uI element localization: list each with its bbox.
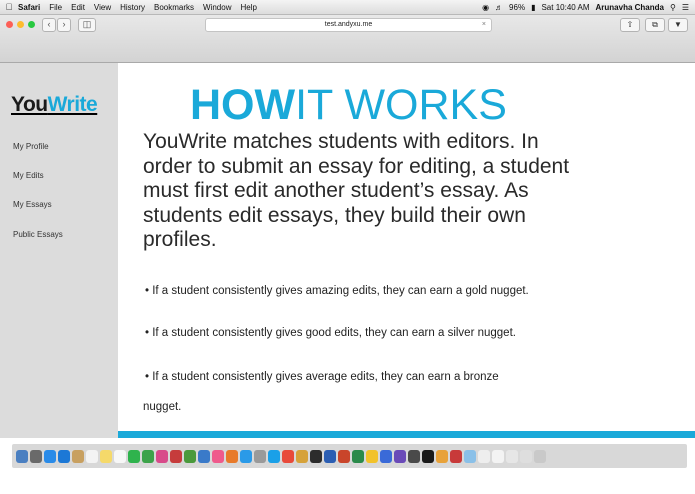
- logo-write: Write: [47, 93, 98, 116]
- app-icon[interactable]: [464, 450, 476, 463]
- stack-icon[interactable]: [520, 450, 532, 463]
- minimize-window-button[interactable]: [17, 21, 24, 28]
- page-title: [190, 83, 507, 127]
- app-icon[interactable]: [450, 450, 462, 463]
- app-icon[interactable]: [422, 450, 434, 463]
- utility-icon[interactable]: [254, 450, 266, 463]
- notes-icon[interactable]: [100, 450, 112, 463]
- app-icon[interactable]: [408, 450, 420, 463]
- web-page: [0, 63, 695, 438]
- stack-icon[interactable]: [506, 450, 518, 463]
- forward-button[interactable]: ›: [57, 18, 71, 32]
- ibooks-icon[interactable]: [226, 450, 238, 463]
- messages-icon[interactable]: [128, 450, 140, 463]
- reminders-icon[interactable]: [114, 450, 126, 463]
- photos-icon[interactable]: [156, 450, 168, 463]
- menu-edit[interactable]: Edit: [71, 2, 85, 12]
- zoom-window-button[interactable]: [28, 21, 35, 28]
- sidebar-item-my-edits[interactable]: My Edits: [13, 171, 44, 180]
- bullet-bronze-continued: nugget.: [143, 401, 182, 413]
- user-name[interactable]: Arunavha Chanda: [595, 2, 664, 12]
- menu-history[interactable]: History: [120, 2, 146, 12]
- app-store-icon[interactable]: [44, 450, 56, 463]
- menu-bookmarks[interactable]: Bookmarks: [154, 2, 195, 12]
- intro-paragraph: YouWrite matches students with editors. In order to submit an essay for editing, a student must first edit another student’s essay. As students edit essays, they build their own profiles.: [143, 130, 570, 251]
- browser-toolbar: [0, 15, 695, 63]
- bullet-silver: • If a student consistently gives good edits, they can earn a silver nugget.: [145, 327, 516, 339]
- app-icon[interactable]: [380, 450, 392, 463]
- menu-app[interactable]: Safari: [18, 2, 41, 12]
- apple-icon[interactable]: [0, 2, 18, 12]
- app-icon[interactable]: [436, 450, 448, 463]
- sidebar-toggle-icon[interactable]: ◫: [78, 18, 96, 32]
- excel-icon[interactable]: [352, 450, 364, 463]
- skype-icon[interactable]: [268, 450, 280, 463]
- facetime-icon[interactable]: [142, 450, 154, 463]
- menu-help[interactable]: Help: [240, 2, 257, 12]
- sidebar-item-public-essays[interactable]: Public Essays: [13, 230, 63, 239]
- calendar-icon[interactable]: [86, 450, 98, 463]
- tabs-overview-icon[interactable]: ⧉: [645, 18, 665, 32]
- sidebar-item-my-essays[interactable]: My Essays: [13, 200, 52, 209]
- wifi-icon[interactable]: ◉: [482, 2, 490, 12]
- site-logo[interactable]: [11, 93, 97, 117]
- documents-stack-icon[interactable]: [492, 450, 504, 463]
- terminal-icon[interactable]: [310, 450, 322, 463]
- share-icon[interactable]: ⇧: [620, 18, 640, 32]
- stop-loading-icon[interactable]: ×: [481, 21, 486, 28]
- close-window-button[interactable]: [6, 21, 13, 28]
- system-preferences-icon[interactable]: [240, 450, 252, 463]
- powerpoint-icon[interactable]: [338, 450, 350, 463]
- word-icon[interactable]: [324, 450, 336, 463]
- sidebar-item-my-profile[interactable]: My Profile: [13, 142, 49, 151]
- battery-icon[interactable]: ▮: [531, 2, 536, 12]
- numbers-icon[interactable]: [184, 450, 196, 463]
- notification-center-icon[interactable]: ☰: [681, 2, 689, 12]
- bullet-gold: • If a student consistently gives amazing edits, they can earn a gold nugget.: [145, 285, 529, 297]
- title-rest: IT WORKS: [295, 81, 507, 129]
- safari-icon[interactable]: [58, 450, 70, 463]
- clock[interactable]: Sat 10:40 AM: [541, 2, 590, 12]
- title-bold: HOW: [190, 81, 296, 129]
- back-button[interactable]: ‹: [42, 18, 56, 32]
- itunes-icon[interactable]: [212, 450, 224, 463]
- logo-you: You: [11, 93, 48, 116]
- sidebar: [0, 63, 118, 438]
- chrome-icon[interactable]: [282, 450, 294, 463]
- battery-percent[interactable]: 96%: [509, 2, 526, 12]
- downloads-icon[interactable]: ▼: [668, 18, 688, 32]
- bullet-bronze: • If a student consistently gives average edits, they can earn a bronze: [145, 371, 499, 383]
- keynote-icon[interactable]: [198, 450, 210, 463]
- url-text: test.andyxu.me: [324, 21, 373, 28]
- dock-shelf: [12, 444, 687, 468]
- spotlight-icon[interactable]: ⚲: [669, 2, 676, 12]
- photo-booth-icon[interactable]: [170, 450, 182, 463]
- address-bar[interactable]: [205, 18, 492, 32]
- contacts-icon[interactable]: [72, 450, 84, 463]
- dock: [0, 438, 695, 494]
- finder-icon[interactable]: [16, 450, 28, 463]
- firefox-icon[interactable]: [296, 450, 308, 463]
- menu-view[interactable]: View: [93, 2, 112, 12]
- app-icon[interactable]: [394, 450, 406, 463]
- menu-file[interactable]: File: [49, 2, 63, 12]
- menu-bar: [0, 0, 695, 15]
- launchpad-icon[interactable]: [30, 450, 42, 463]
- trash-icon[interactable]: [534, 450, 546, 463]
- volume-icon[interactable]: ♬: [495, 2, 504, 12]
- menu-window[interactable]: Window: [203, 2, 232, 12]
- sketch-icon[interactable]: [366, 450, 378, 463]
- footer-accent-bar: [118, 431, 695, 438]
- downloads-stack-icon[interactable]: [478, 450, 490, 463]
